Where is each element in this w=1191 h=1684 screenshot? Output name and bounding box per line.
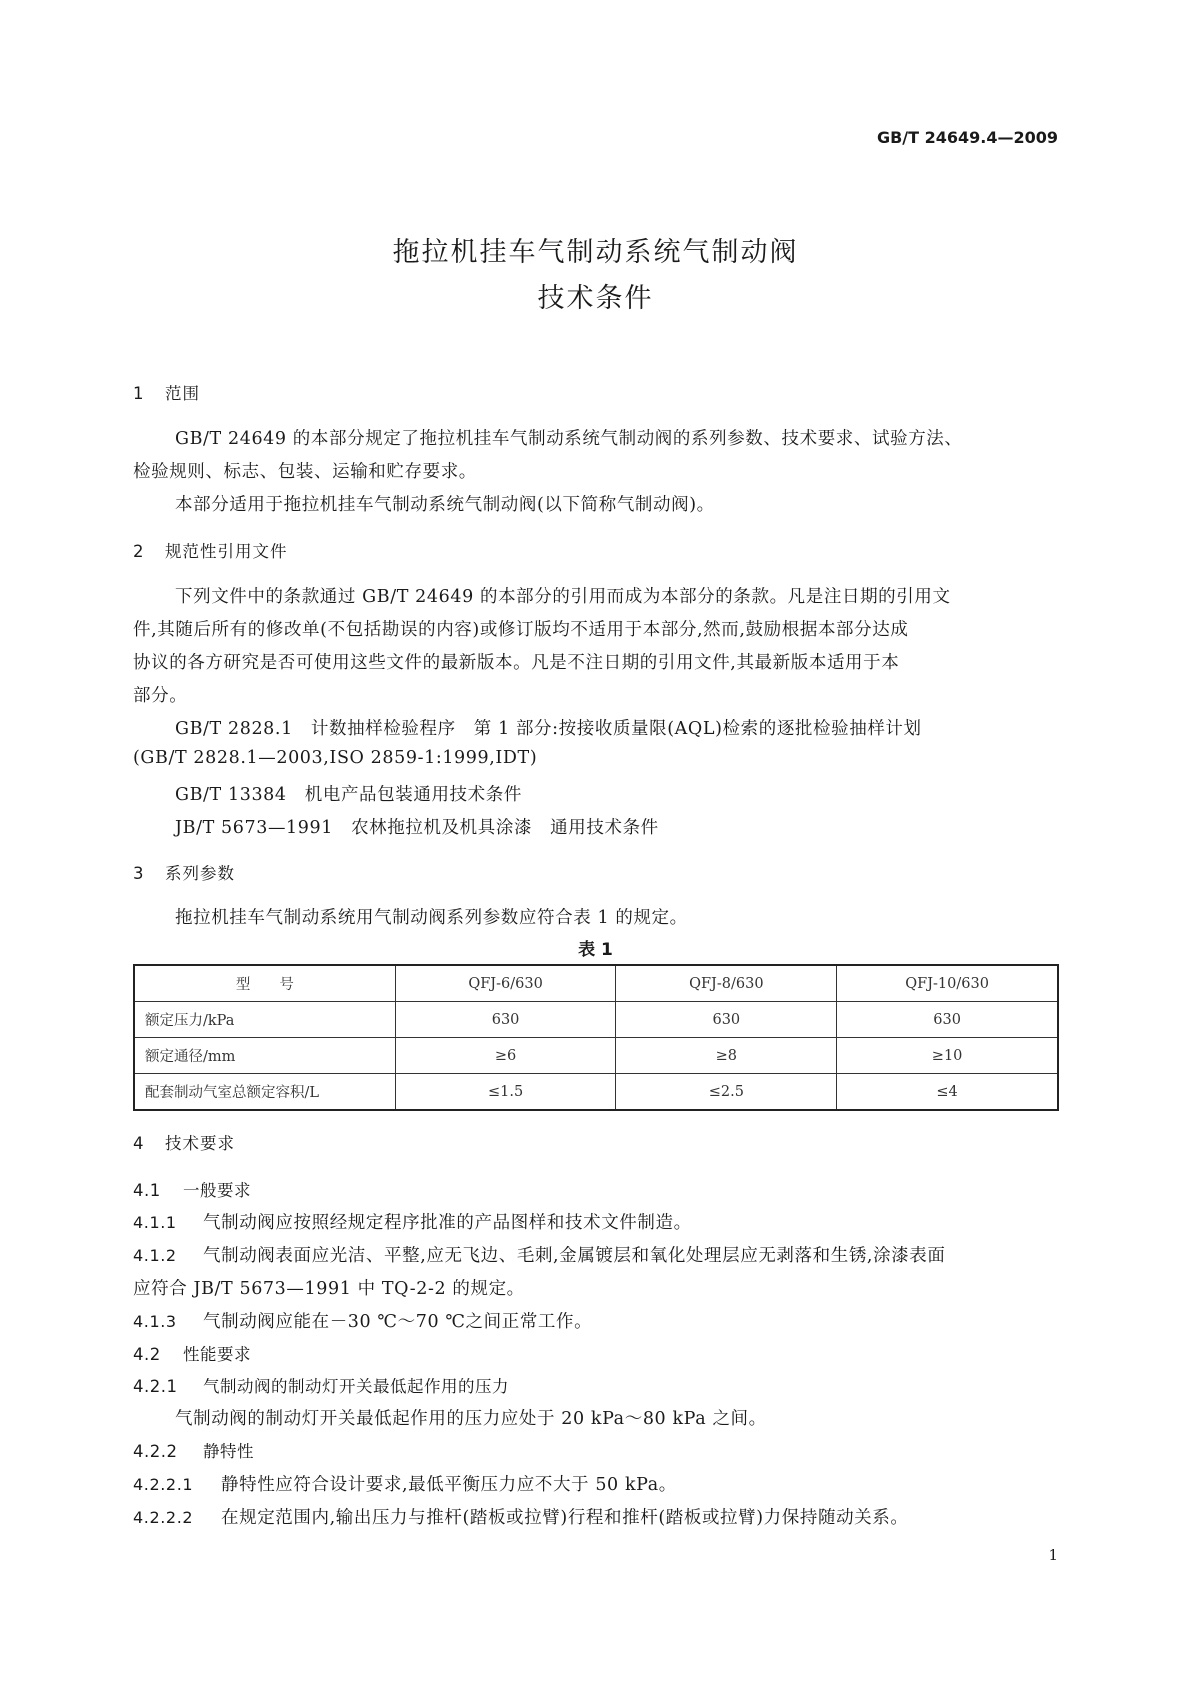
series-parameter-table: [133, 964, 1059, 1111]
paragraph-line: 下列文件中的条款通过 GB/T 24649 的本部分的引用而成为本部分的条款。凡是注日期的引用文: [175, 587, 951, 607]
document-title-line1: 拖拉机挂车气制动系统气制动阀: [392, 237, 799, 268]
clause-title: 气制动阀的制动灯开关最低起作用的压力: [203, 1377, 509, 1396]
table-row-label: 额定通径/mm: [134, 1038, 395, 1074]
table-header-cell: 型 号: [134, 965, 395, 1002]
clause-4-2-2-2: [133, 1504, 908, 1529]
paragraph-line: 件,其随后所有的修改单(不包括勘误的内容)或修订版均不适用于本部分,然而,鼓励根据本部分达成: [133, 620, 909, 640]
clause-number: 4.2.2: [133, 1442, 178, 1461]
clause-4-2-2-1: [133, 1471, 677, 1496]
clause-text: 气制动阀应能在－30 ℃～70 ℃之间正常工作。: [203, 1312, 593, 1332]
subsection-number: 4.1: [133, 1181, 161, 1200]
table-cell: 630: [395, 1002, 616, 1038]
subsection-4-1-heading: [133, 1177, 251, 1201]
section-2-heading: [133, 538, 288, 562]
reference-item: GB/T 13384 机电产品包装通用技术条件: [175, 785, 522, 805]
subsection-4-2-heading: [133, 1341, 251, 1365]
table-header-cell: QFJ-6/630: [395, 965, 616, 1002]
clause-number: 4.1.2: [133, 1246, 177, 1265]
paragraph-line: 部分。: [133, 686, 188, 706]
clause-text: 气制动阀应按照经规定程序批准的产品图样和技术文件制造。: [203, 1213, 692, 1233]
reference-item: GB/T 2828.1 计数抽样检验程序 第 1 部分:按接收质量限(AQL)检索的逐批检验抽样计划: [175, 719, 922, 739]
table-row: [134, 1038, 1058, 1074]
table-caption: 表 1: [578, 940, 613, 960]
paragraph-line: 协议的各方研究是否可使用这些文件的最新版本。凡是不注日期的引用文件,其最新版本适用于本: [133, 653, 900, 673]
clause-4-1-1: [133, 1209, 692, 1234]
table-cell: ≥6: [395, 1038, 616, 1074]
document-title-line2: 技术条件: [537, 283, 654, 314]
section-1-heading: [133, 380, 200, 404]
section-title: 范围: [165, 384, 200, 403]
reference-item-cont: (GB/T 2828.1—2003,ISO 2859-1:1999,IDT): [133, 748, 538, 768]
section-number: 1: [133, 384, 145, 403]
table-header-cell: QFJ-10/630: [837, 965, 1058, 1002]
section-title: 规范性引用文件: [165, 542, 288, 561]
clause-text: 静特性应符合设计要求,最低平衡压力应不大于 50 kPa。: [221, 1475, 677, 1495]
table-cell: 630: [616, 1002, 837, 1038]
subsection-title: 性能要求: [183, 1345, 251, 1364]
table-cell: ≥10: [837, 1038, 1058, 1074]
clause-text: 在规定范围内,输出压力与推杆(踏板或拉臂)行程和推杆(踏板或拉臂)力保持随动关系。: [221, 1508, 909, 1528]
clause-4-1-2: [133, 1242, 946, 1267]
clause-number: 4.1.3: [133, 1312, 177, 1331]
table-row-label: 配套制动气室总额定容积/L: [134, 1074, 395, 1111]
paragraph-line: 检验规则、标志、包装、运输和贮存要求。: [133, 462, 477, 482]
section-4-heading: [133, 1130, 235, 1154]
table-row: [134, 1002, 1058, 1038]
subsection-title: 一般要求: [183, 1181, 251, 1200]
clause-title: 静特性: [203, 1442, 254, 1461]
section-title: 系列参数: [165, 864, 235, 883]
table-row-label: 额定压力/kPa: [134, 1002, 395, 1038]
clause-4-1-3: [133, 1308, 592, 1333]
clause-4-2-1-heading: [133, 1373, 509, 1397]
section-3-heading: [133, 860, 235, 884]
table-cell: ≤4: [837, 1074, 1058, 1111]
section-title: 技术要求: [165, 1134, 235, 1153]
paragraph-line: GB/T 24649 的本部分规定了拖拉机挂车气制动系统气制动阀的系列参数、技术要求、试验方法、: [175, 429, 963, 449]
table-cell: ≥8: [616, 1038, 837, 1074]
table-row: [134, 1074, 1058, 1111]
paragraph-line: 气制动阀的制动灯开关最低起作用的压力应处于 20 kPa～80 kPa 之间。: [175, 1409, 767, 1429]
clause-continuation: 应符合 JB/T 5673—1991 中 TQ-2-2 的规定。: [133, 1279, 525, 1299]
table-cell: 630: [837, 1002, 1058, 1038]
reference-item: JB/T 5673—1991 农林拖拉机及机具涂漆 通用技术条件: [175, 818, 659, 838]
paragraph-line: 拖拉机挂车气制动系统用气制动阀系列参数应符合表 1 的规定。: [175, 908, 688, 928]
subsection-number: 4.2: [133, 1345, 161, 1364]
paragraph-line: 本部分适用于拖拉机挂车气制动系统气制动阀(以下简称气制动阀)。: [175, 495, 715, 515]
section-number: 3: [133, 864, 145, 883]
clause-number: 4.2.2.2: [133, 1508, 194, 1527]
table-header-cell: QFJ-8/630: [616, 965, 837, 1002]
clause-4-2-2-heading: [133, 1438, 254, 1462]
clause-number: 4.2.2.1: [133, 1475, 194, 1494]
section-number: 2: [133, 542, 145, 561]
clause-text: 气制动阀表面应光洁、平整,应无飞边、毛刺,金属镀层和氧化处理层应无剥落和生锈,涂漆表面: [203, 1246, 946, 1266]
table-header-row: [134, 965, 1058, 1002]
table-cell: ≤1.5: [395, 1074, 616, 1111]
standard-number: GB/T 24649.4—2009: [876, 128, 1058, 147]
section-number: 4: [133, 1134, 145, 1153]
page-number: 1: [1048, 1546, 1058, 1564]
table-cell: ≤2.5: [616, 1074, 837, 1111]
clause-number: 4.2.1: [133, 1377, 178, 1396]
clause-number: 4.1.1: [133, 1213, 177, 1232]
